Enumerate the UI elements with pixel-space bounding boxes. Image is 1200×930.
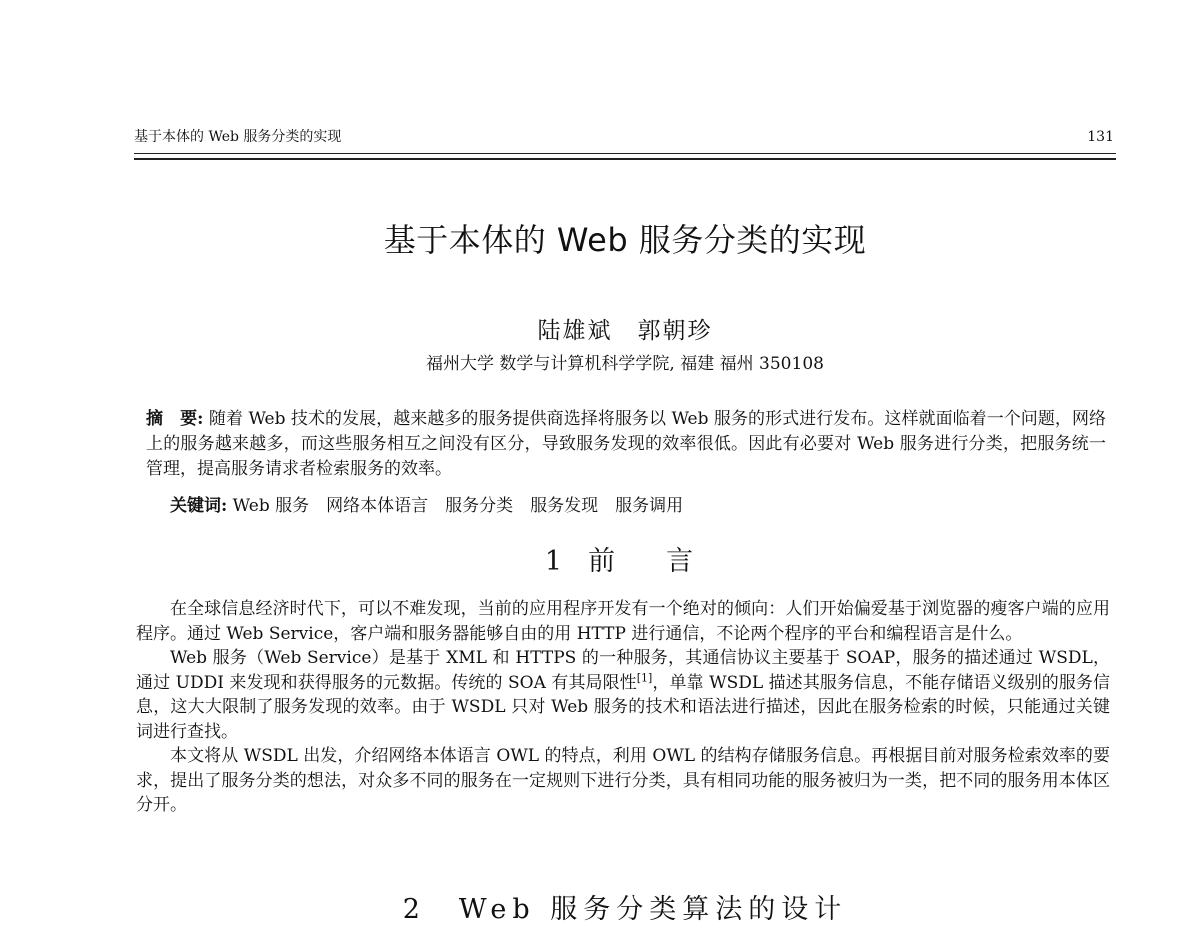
section-number: 1 bbox=[544, 546, 575, 577]
paper-affiliation: 福州大学 数学与计算机科学学院, 福建 福州 350108 bbox=[426, 354, 824, 374]
header-rule-thick bbox=[134, 158, 1116, 160]
citation-mark: [1] bbox=[636, 670, 653, 684]
running-head-title: 基于本体的 Web 服务分类的实现 bbox=[134, 129, 342, 145]
section-heading-2-partial: 2 Web 服务分类算法的设计 bbox=[402, 894, 848, 925]
section-heading-introduction bbox=[0, 542, 1200, 582]
abstract bbox=[146, 407, 1106, 482]
page-number: 131 bbox=[1087, 129, 1114, 145]
keywords-label: 关键词: bbox=[170, 496, 228, 516]
abstract-label: 摘 要: bbox=[146, 409, 204, 429]
paragraph-1: 在全球信息经济时代下，可以不难发现，当前的应用程序开发有一个绝对的倾向：人们开始偏爱基于浏览器的瘦客户端的应用程序。通过 Web Service，客户端和服务器能够自由的用 HTTP 进行通信，不论两个程序的平台和编程语言是什么。 bbox=[136, 599, 1110, 644]
keywords bbox=[170, 494, 1100, 519]
paragraph-3: 本文将从 WSDL 出发，介绍网络本体语言 OWL 的特点，利用 OWL 的结构存储服务信息。再根据目前对服务检索效率的要求，提出了服务分类的想法，对众多不同的服务在一定规则下进行分类，具有相同功能的服务被归为一类，把不同的服务用本体区分开。 bbox=[136, 746, 1110, 815]
paper-title: 基于本体的 Web 服务分类的实现 bbox=[383, 221, 867, 259]
abstract-text: 随着 Web 技术的发展，越来越多的服务提供商选择将服务以 Web 服务的形式进行发布。这样就面临着一个问题，网络上的服务越来越多，而这些服务相互之间没有区分，导致服务发现的效率很低。因此有必要对 Web 服务进行分类，把服务统一管理，提高服务请求者检索服务的效率。 bbox=[146, 409, 1107, 479]
header-rule-thin bbox=[134, 153, 1116, 154]
section-body bbox=[136, 597, 1110, 818]
paragraph-2-start: Web 服务（Web Service）是基于 XML 和 HTTPS 的一种服务，其通信协议主要基于 SOAP，服务的描述通过 WSDL，通过 UDDI 来发现和获得服务的元数据。传统的 SOA 有其局限性 bbox=[136, 648, 1110, 693]
paragraph-2 bbox=[136, 646, 1110, 744]
section-title: 前 言 bbox=[588, 546, 706, 577]
paper-authors: 陆雄斌 郭朝珍 bbox=[537, 318, 713, 344]
paragraph-2-rest: ，单靠 WSDL 描述其服务信息，不能存储语义级别的服务信息，这大大限制了服务发现的效率。由于 WSDL 只对 Web 服务的技术和语法进行描述，因此在服务检索的时候，只能通过关键词进行查找。 bbox=[136, 672, 1110, 742]
keywords-text: Web 服务 网络本体语言 服务分类 服务发现 服务调用 bbox=[227, 496, 684, 516]
